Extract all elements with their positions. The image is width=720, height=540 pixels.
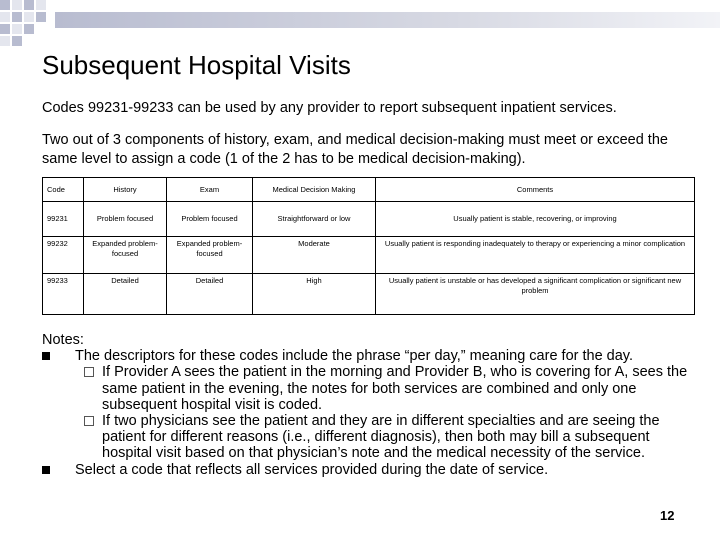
notes-bullet-text: Select a code that reflects all services provided during the date of service. <box>75 461 549 478</box>
table-row <box>43 237 695 274</box>
notes-sub-item <box>42 364 702 413</box>
header-mdm: Medical Decision Making <box>253 178 376 202</box>
cell-history: Detailed <box>84 274 167 315</box>
hollow-square-bullet-icon <box>84 416 94 426</box>
cell-exam: Problem focused <box>167 202 253 237</box>
cell-code: 99231 <box>43 202 84 237</box>
cell-history: Expanded problem-focused <box>84 237 167 274</box>
header-history: History <box>84 178 167 202</box>
notes-bullet-text: The descriptors for these codes include the phrase “per day,” meaning care for the day. <box>75 348 634 365</box>
cell-mdm: Moderate <box>253 237 376 274</box>
cell-mdm: High <box>253 274 376 315</box>
cell-exam: Expanded problem-focused <box>167 237 253 274</box>
notes-heading: Notes: <box>42 332 84 348</box>
notes-sub-text: If two physicians see the patient and they are in different specialties and are seeing the patient for different reasons (i.e., different diagnosis), then both may bill a subsequent hospital visit based on that physician’s note and the medical necessity of the service. <box>102 413 660 462</box>
header-exam: Exam <box>167 178 253 202</box>
header-comments: Comments <box>376 178 695 202</box>
intro-paragraph: Codes 99231-99233 can be used by any provider to report subsequent inpatient services. <box>42 100 617 116</box>
notes-bullet-item <box>42 462 702 478</box>
table-header-row <box>43 178 695 202</box>
notes-sub-item <box>42 413 702 462</box>
notes-bullet-item <box>42 348 702 364</box>
slide-title: Subsequent Hospital Visits <box>42 50 351 80</box>
cell-comments: Usually patient is stable, recovering, or improving <box>376 202 695 237</box>
decorative-header-pattern <box>0 0 720 48</box>
cell-code: 99232 <box>43 237 84 274</box>
hollow-square-bullet-icon <box>84 367 94 377</box>
cell-comments: Usually patient is unstable or has developed a significant complication or significant new problem <box>376 274 695 315</box>
square-bullet-icon <box>42 466 50 474</box>
rule-paragraph: Two out of 3 components of history, exam, and medical decision-making must meet or exceed the same level to assign a code (1 of the 2 has to be medical decision-making). <box>42 132 668 167</box>
cell-exam: Detailed <box>167 274 253 315</box>
cell-comments: Usually patient is responding inadequately to therapy or experiencing a minor complication <box>376 237 695 274</box>
cell-code: 99233 <box>43 274 84 315</box>
cell-mdm: Straightforward or low <box>253 202 376 237</box>
page-number: 12 <box>660 508 675 523</box>
cell-history: Problem focused <box>84 202 167 237</box>
codes-table <box>42 177 695 315</box>
table-row <box>43 274 695 315</box>
table-row <box>43 202 695 237</box>
header-code: Code <box>43 178 84 202</box>
square-bullet-icon <box>42 352 50 360</box>
notes-sub-text: If Provider A sees the patient in the morning and Provider B, who is covering for A, sees the same patient in the evening, the notes for both services are combined and only one subsequent hospital visit is coded. <box>102 364 688 413</box>
notes-section <box>42 332 702 478</box>
